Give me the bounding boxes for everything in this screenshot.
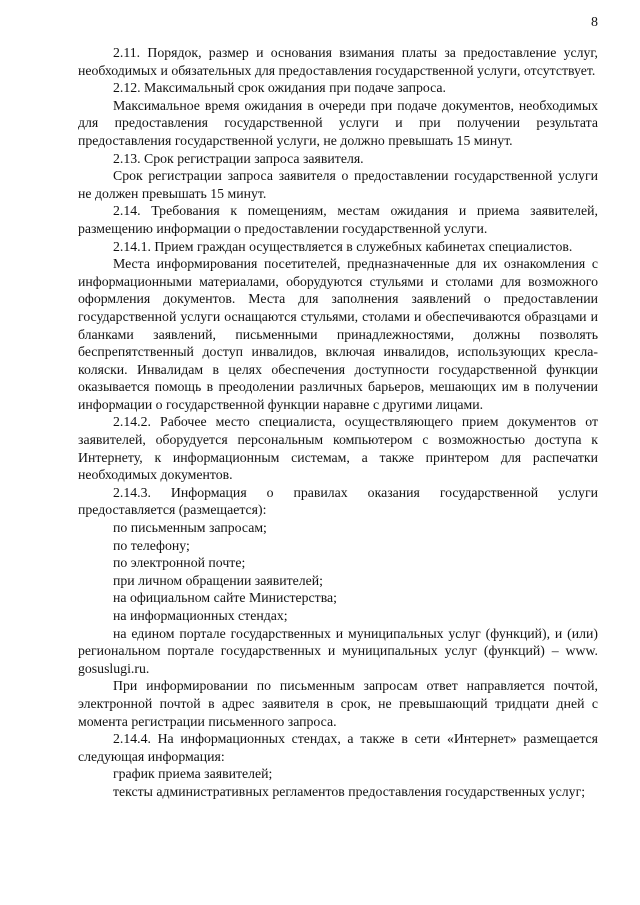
paragraph-written-requests: При информировании по письменным запросам ответ направляется почтой, электронной почтой в адрес заявителя в срок, не превышающий тридцати дней с момента регистрации письменного запроса. [78, 678, 598, 729]
paragraph-2-11: 2.11. Порядок, размер и основания взимания платы за предоставление услуг, необходимых и обязательных для предоставления государственной услуги, отсутствует. [78, 45, 598, 78]
list-item: на официальном сайте Министерства; [113, 590, 338, 606]
list-item: по телефону; [113, 537, 190, 553]
list-item: на едином портале государственных и муниципальных услуг (функций), и (или) региональном портале государственных и муниципальных услуг (функций) – www. gosuslugi.ru. [78, 625, 598, 676]
document-body [78, 44, 598, 801]
list-item: график приема заявителей; [113, 766, 273, 782]
paragraph-2-14-1: 2.14.1. Прием граждан осуществляется в служебных кабинетах специалистов. [113, 238, 573, 254]
paragraph-info-places: Места информирования посетителей, предназначенные для их ознакомления с информационными материалами, оборудуются стульями и столами для возможного оформления документов. Места для заполнения заявлений о предоставлении государственной услуги оснащаются стульями, столами и обеспечиваются образцами и бланками заявлений, письменными принадлежностями, должны позволять беспрепятственный доступ инвалидов, включая инвалидов, использующих кресла-коляски. Инвалидам в целях обеспечения доступности государственной функции оказывается помощь в преодолении различных барьеров, мешающих им в получении информации о государственной функции наравне с другими лицами. [78, 256, 598, 412]
page-number: 8 [591, 15, 598, 30]
paragraph-2-14-2: 2.14.2. Рабочее место специалиста, осуществляющего прием документов от заявителей, оборудуется персональным компьютером с возможностью доступа к Интернету, к информационным системам, а также принтером для распечатки необходимых документов. [78, 414, 598, 483]
paragraph-2-14-heading: 2.14. Требования к помещениям, местам ожидания и приема заявителей, размещению информации о предоставлении государственной услуги. [78, 203, 598, 236]
document-page [78, 0, 598, 905]
paragraph-2-13-text: Срок регистрации запроса заявителя о предоставлении государственной услуги не должен превышать 15 минут. [78, 168, 598, 201]
list-item: тексты административных регламентов предоставления государственных услуг; [113, 783, 586, 799]
list-item: по электронной почте; [113, 555, 246, 571]
list-item: при личном обращении заявителей; [113, 572, 324, 588]
paragraph-2-14-4: 2.14.4. На информационных стендах, а также в сети «Интернет» размещается следующая информация: [78, 731, 598, 764]
paragraph-2-12-heading: 2.12. Максимальный срок ожидания при подаче запроса. [113, 80, 446, 96]
paragraph-2-12-text: Максимальное время ожидания в очереди при подаче документов, необходимых для предоставления государственной услуги и при получении результата предоставления государственной услуги, не должно превышать 15 минут. [78, 97, 598, 148]
list-item: на информационных стендах; [113, 608, 288, 623]
paragraph-2-13-heading: 2.13. Срок регистрации запроса заявителя. [113, 150, 364, 166]
paragraph-2-14-3: 2.14.3. Информация о правилах оказания государственной услуги предоставляется (размещается): [78, 484, 598, 518]
list-item: по письменным запросам; [113, 520, 267, 536]
